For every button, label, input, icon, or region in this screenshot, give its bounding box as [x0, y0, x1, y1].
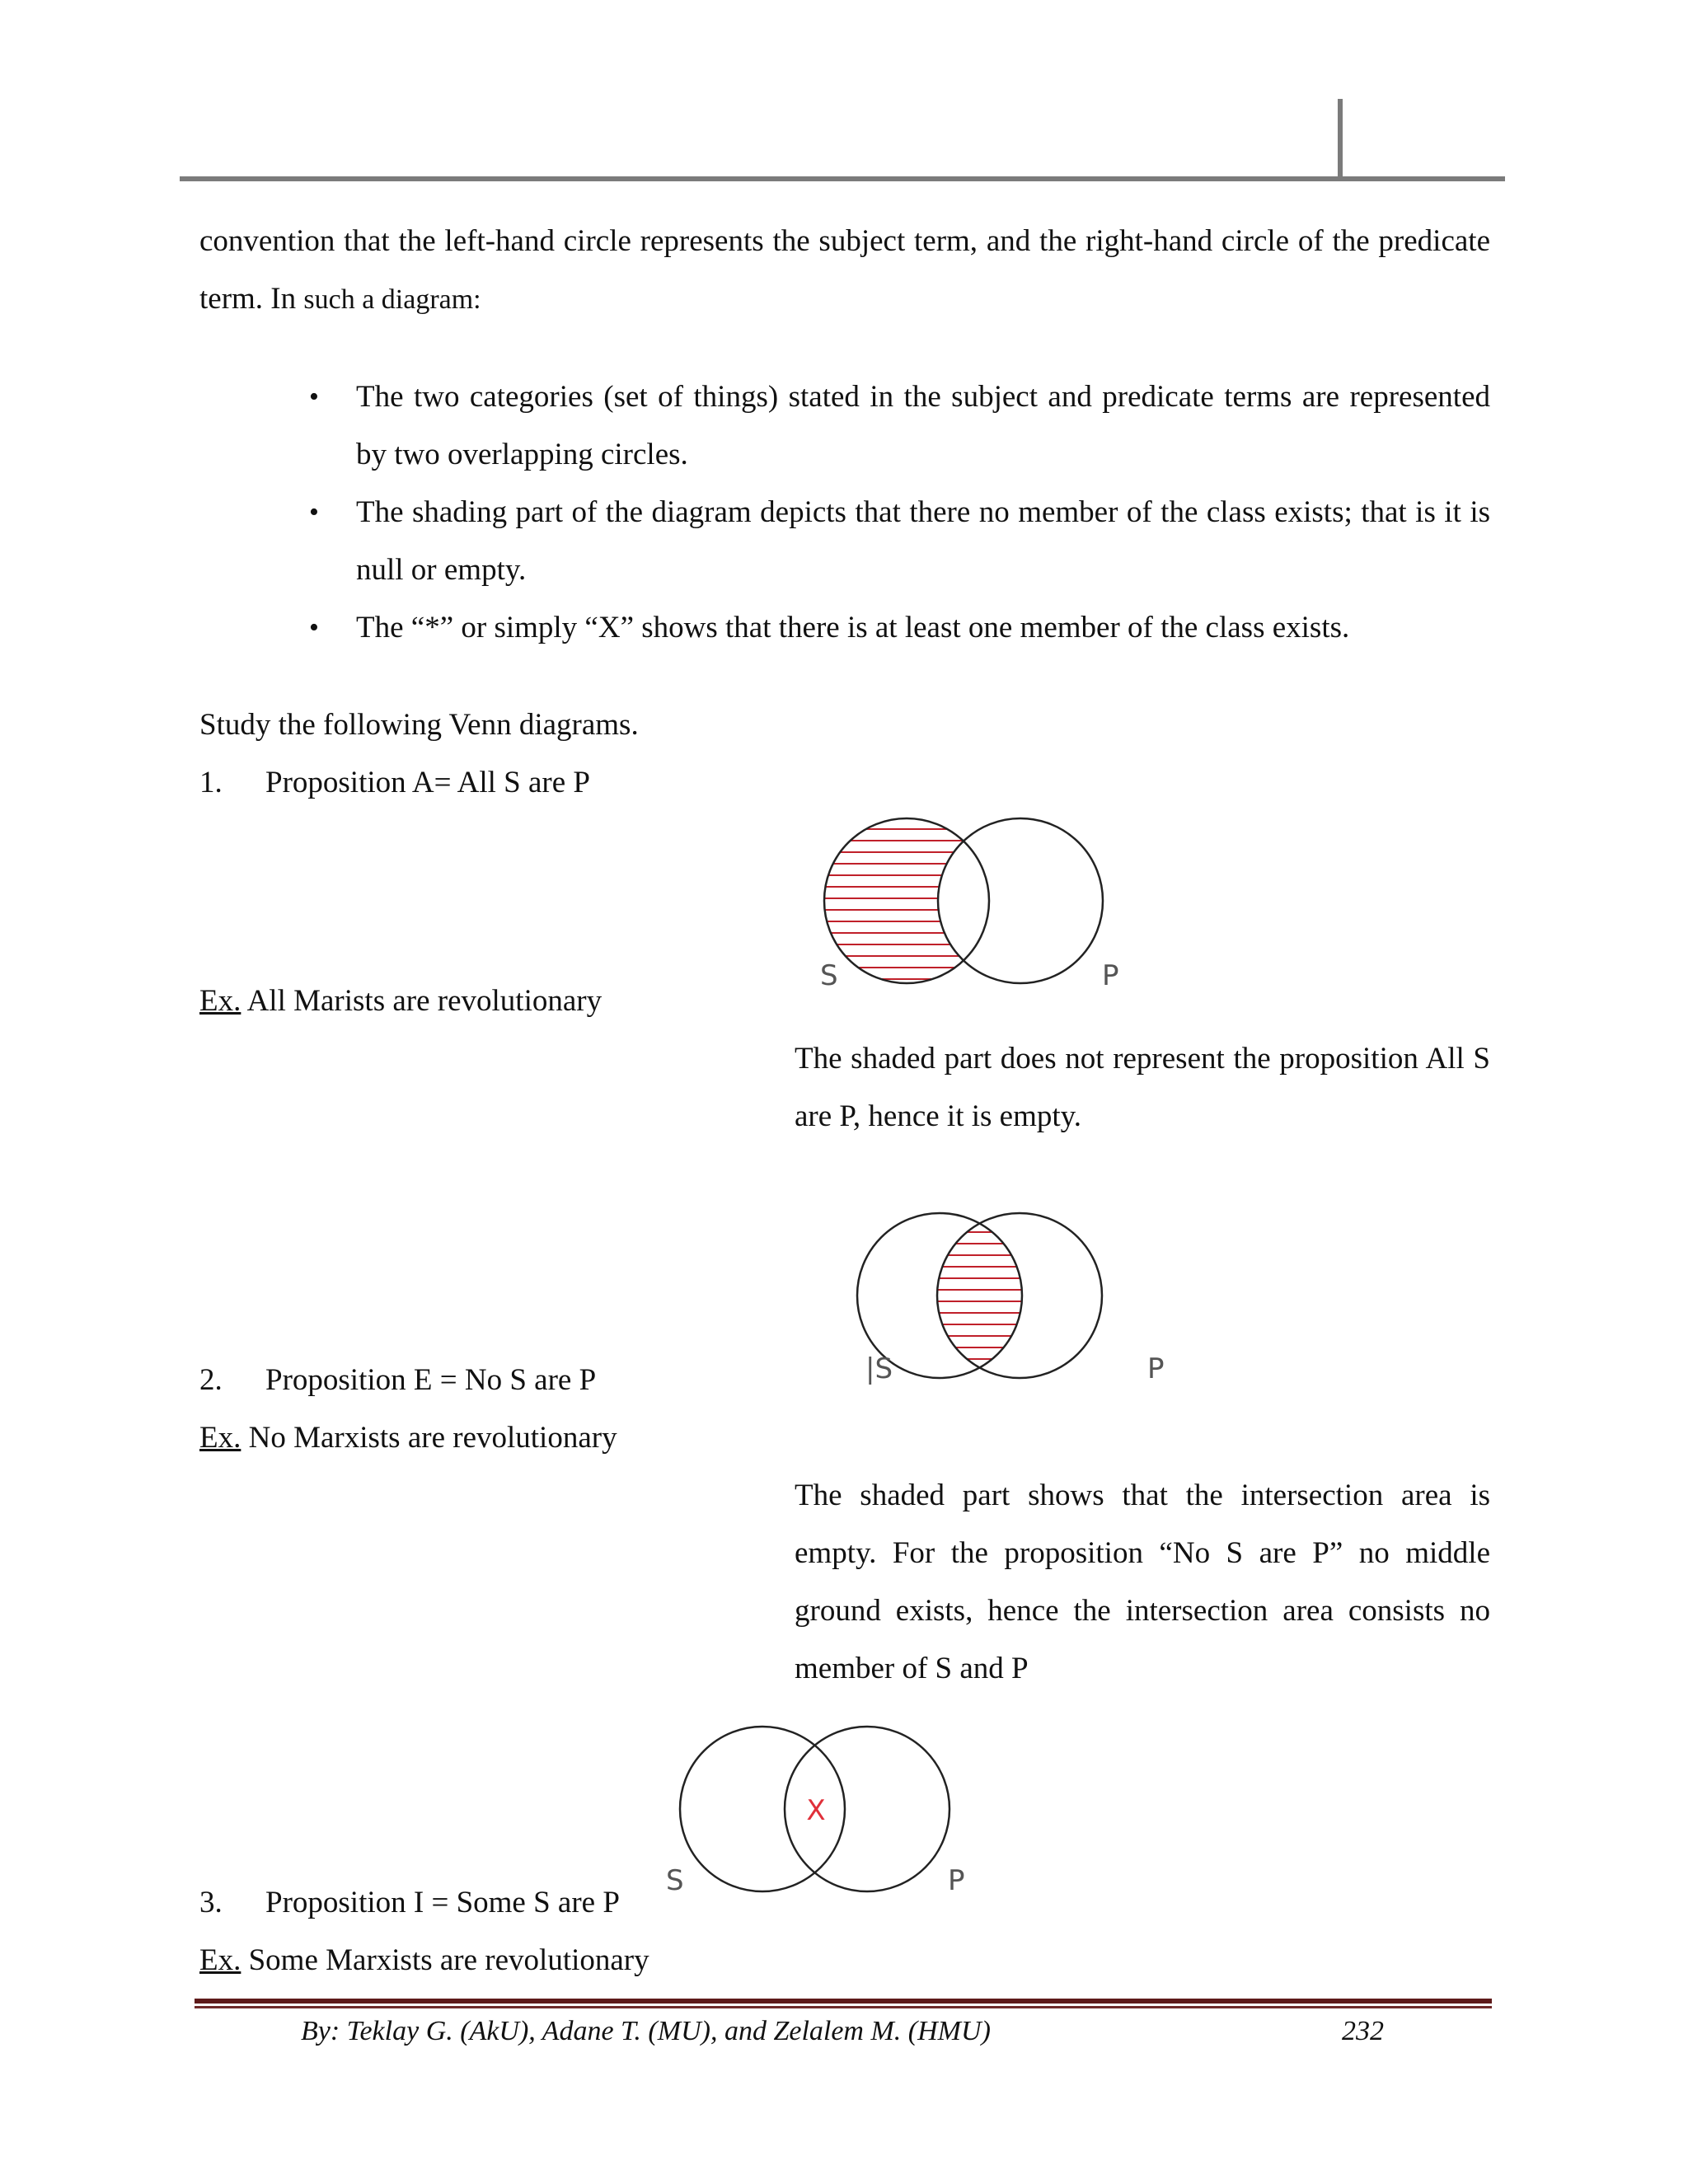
example-label: Ex.	[199, 984, 241, 1018]
proposition-a	[199, 754, 590, 812]
caption-e: The shaded part shows that the intersection area is empty. For the proposition “No S are P” no middle ground exists, hence the intersection area consists no member of S and P	[795, 1479, 1490, 1685]
proposition-i	[199, 1874, 620, 1932]
bullet-text: The shading part of the diagram depicts that there no member of the class exists; that is it is null or empty.	[356, 495, 1490, 587]
example-text: No Marxists are revolutionary	[241, 1421, 617, 1455]
header-vertical-rule	[1338, 99, 1343, 178]
intro-text: convention that the left-hand circle represents the subject term, and the right-hand circle of the predicate term. In	[199, 224, 1490, 316]
proposition-text: Proposition A= All S are P	[265, 766, 590, 799]
intro-paragraph	[199, 213, 1490, 329]
subject-label: S	[666, 1864, 684, 1897]
example-a	[199, 972, 602, 1030]
venn-diagram-i	[659, 1718, 989, 1916]
venn-diagram-e	[857, 1203, 1187, 1401]
proposition-e	[199, 1352, 596, 1409]
example-e	[199, 1409, 617, 1467]
predicate-label: P	[1102, 959, 1119, 992]
bullet-icon: •	[309, 382, 319, 412]
footer-rule	[195, 1999, 1492, 2004]
study-intro: Study the following Venn diagrams.	[199, 708, 639, 742]
example-text: All Marists are revolutionary	[241, 984, 603, 1018]
s-only-shading	[824, 818, 1103, 983]
predicate-label: P	[948, 1864, 965, 1897]
example-text: Some Marxists are revolutionary	[241, 1943, 649, 1977]
bullet-item	[0, 368, 1490, 484]
item-number: 2.	[199, 1363, 223, 1397]
proposition-text: Proposition E = No S are P	[265, 1363, 597, 1397]
bullet-icon: •	[309, 497, 319, 527]
intro-text-small: such a diagram:	[303, 284, 481, 315]
existence-mark: X	[806, 1794, 826, 1827]
item-number: 3.	[199, 1886, 223, 1919]
example-label: Ex.	[199, 1943, 241, 1977]
bullet-list	[0, 368, 1688, 657]
bullet-item	[0, 484, 1490, 599]
subject-label: |S	[865, 1352, 893, 1385]
caption-a: The shaded part does not represent the proposition All S are P, hence it is empty.	[795, 1042, 1490, 1133]
venn-diagram-a	[812, 812, 1117, 1001]
bullet-item	[0, 599, 1490, 657]
item-number: 1.	[199, 766, 223, 799]
bullet-icon: •	[309, 612, 319, 643]
example-label: Ex.	[199, 1421, 241, 1455]
example-i	[199, 1932, 649, 1990]
header-rule	[180, 176, 1505, 181]
proposition-text: Proposition I = Some S are P	[265, 1886, 620, 1919]
subject-label: S	[820, 959, 838, 992]
bullet-text: The “*” or simply “X” shows that there is at least one member of the class exists.	[356, 611, 1350, 644]
predicate-label: P	[1147, 1352, 1165, 1385]
bullet-text: The two categories (set of things) stated in the subject and predicate terms are represented by two overlapping circles.	[356, 380, 1490, 471]
footer-rule-thin	[195, 2006, 1492, 2008]
page-number: 232	[1342, 2016, 1384, 2046]
footer-authors: By: Teklay G. (AkU), Adane T. (MU), and Zelalem M. (HMU)	[301, 2016, 991, 2046]
